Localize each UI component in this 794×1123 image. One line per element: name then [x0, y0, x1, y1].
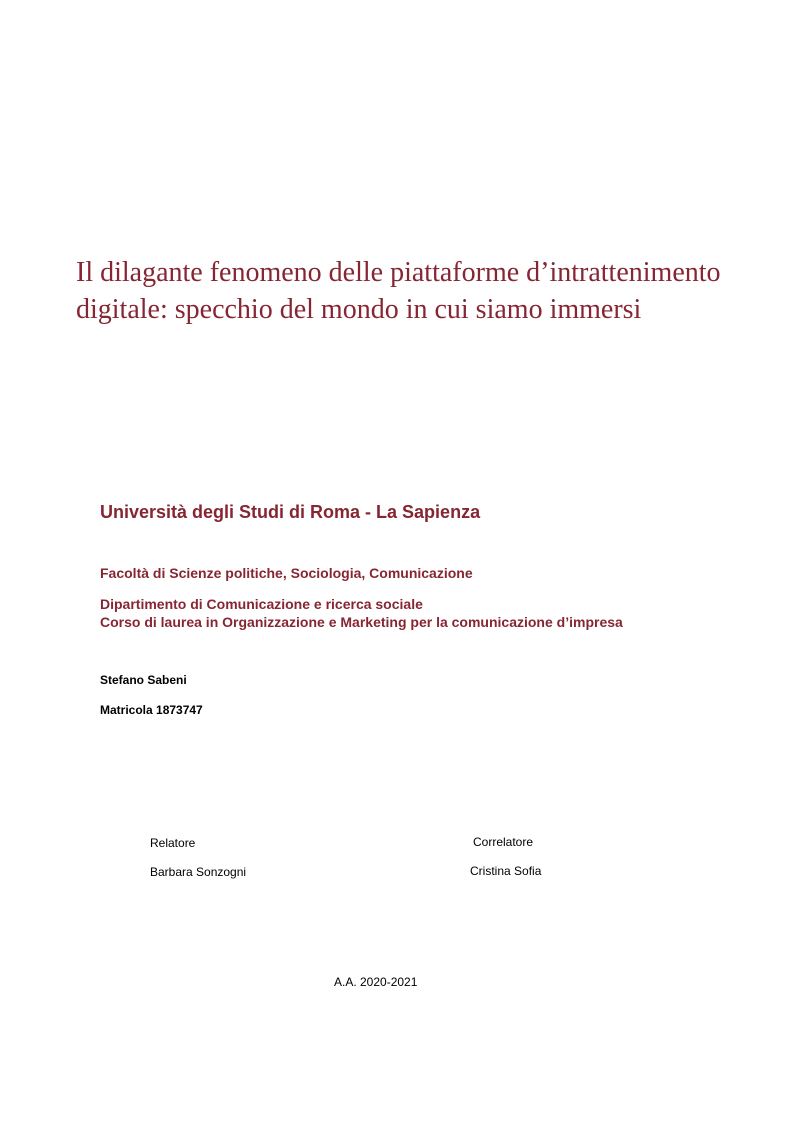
supervisor-name: Barbara Sonzogni [150, 865, 247, 879]
thesis-title [76, 254, 756, 328]
department-name: Dipartimento di Comunicazione e ricerca sociale [100, 596, 423, 612]
course-name: Corso di laurea in Organizzazione e Marketing per la comunicazione d’impresa [100, 614, 623, 630]
student-id: Matricola 1873747 [100, 703, 203, 717]
thesis-title-line-2: digitale: specchio del mondo in cui siamo immersi [76, 294, 642, 325]
supervisor-label: Relatore [150, 836, 196, 850]
faculty-name: Facoltà di Scienze politiche, Sociologia, Comunicazione [100, 565, 473, 581]
student-name: Stefano Sabeni [100, 673, 187, 687]
thesis-title-line-1: Il dilagante fenomeno delle piattaforme d’intrattenimento [76, 257, 721, 288]
department-course-block [100, 595, 623, 631]
co-supervisor-name: Cristina Sofia [470, 864, 542, 878]
university-name: Università degli Studi di Roma - La Sapienza [100, 502, 481, 522]
co-supervisor-label: Correlatore [473, 835, 534, 849]
academic-year: A.A. 2020-2021 [334, 975, 418, 989]
